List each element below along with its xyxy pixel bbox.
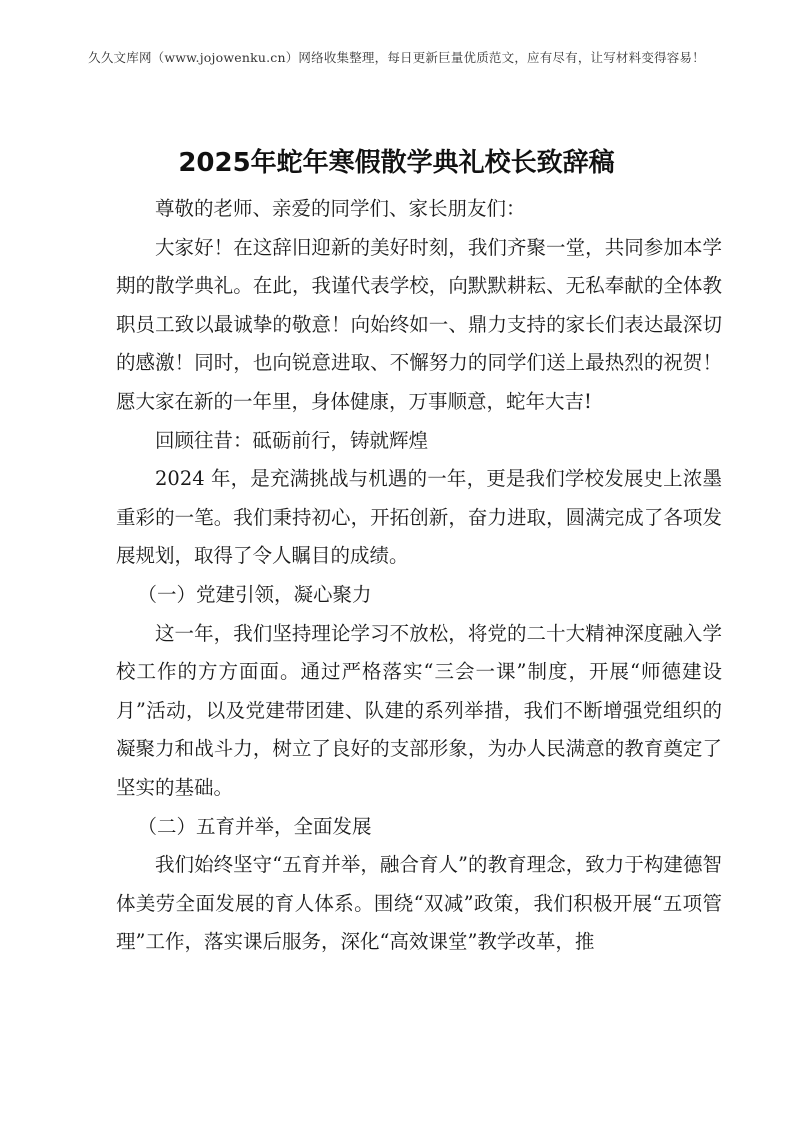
body-paragraph: 这一年，我们坚持理论学习不放松，将党的二十大精神深度融入学校工作的方方面面。通过严格落实“三会一课”制度，开展“师德建设月”活动，以及党建带团建、队建的系列举措，我们不断增强党组织的凝聚力和战斗力，树立了良好的支部形象，为办人民满意的教育奠定了坚实的基础。: [116, 621, 722, 799]
document-body: [116, 190, 722, 962]
salutation-paragraph: 尊敬的老师、亲爱的同学们、家长朋友们：: [155, 197, 526, 220]
section-heading: 回顾往昔：砥砺前行，铸就辉煌: [155, 428, 429, 452]
greeting-paragraph: 大家好！在这辞旧迎新的美好时刻，我们齐聚一堂，共同参加本学期的散学典礼。在此，我谨代表学校，向默默耕耘、无私奉献的全体教职员工致以最诚挚的敬意！向始终如一、鼎力支持的家长们表达最深切的感激！同时，也向锐意进取、不懈努力的同学们送上最热烈的祝贺！愿大家在新的一年里，身体健康，万事顺意，蛇年大吉!: [116, 235, 722, 413]
header-note: 久久文库网（www.jojowenku.cn）网络收集整理，每日更新巨量优质范文，应有尽有，让写材料变得容易！: [88, 50, 705, 65]
subsection-heading: （二）五育并举，全面发展: [137, 814, 372, 838]
body-paragraph: 我们始终坚守“五育并举，融合育人”的教育理念，致力于构建德智体美劳全面发展的育人体系。围绕“双减”政策，我们积极开展“五项管理”工作，落实课后服务，深化“高效课堂”教学改革，推: [116, 853, 722, 954]
page-title: 2025年蛇年寒假散学典礼校长致辞稿: [178, 148, 615, 178]
body-paragraph: 2024 年，是充满挑战与机遇的一年，更是我们学校发展史上浓墨重彩的一笔。我们秉持初心，开拓创新，奋力进取，圆满完成了各项发展规划，取得了令人瞩目的成绩。: [116, 467, 722, 568]
subsection-heading: （一）党建引领，凝心聚力: [137, 582, 372, 606]
